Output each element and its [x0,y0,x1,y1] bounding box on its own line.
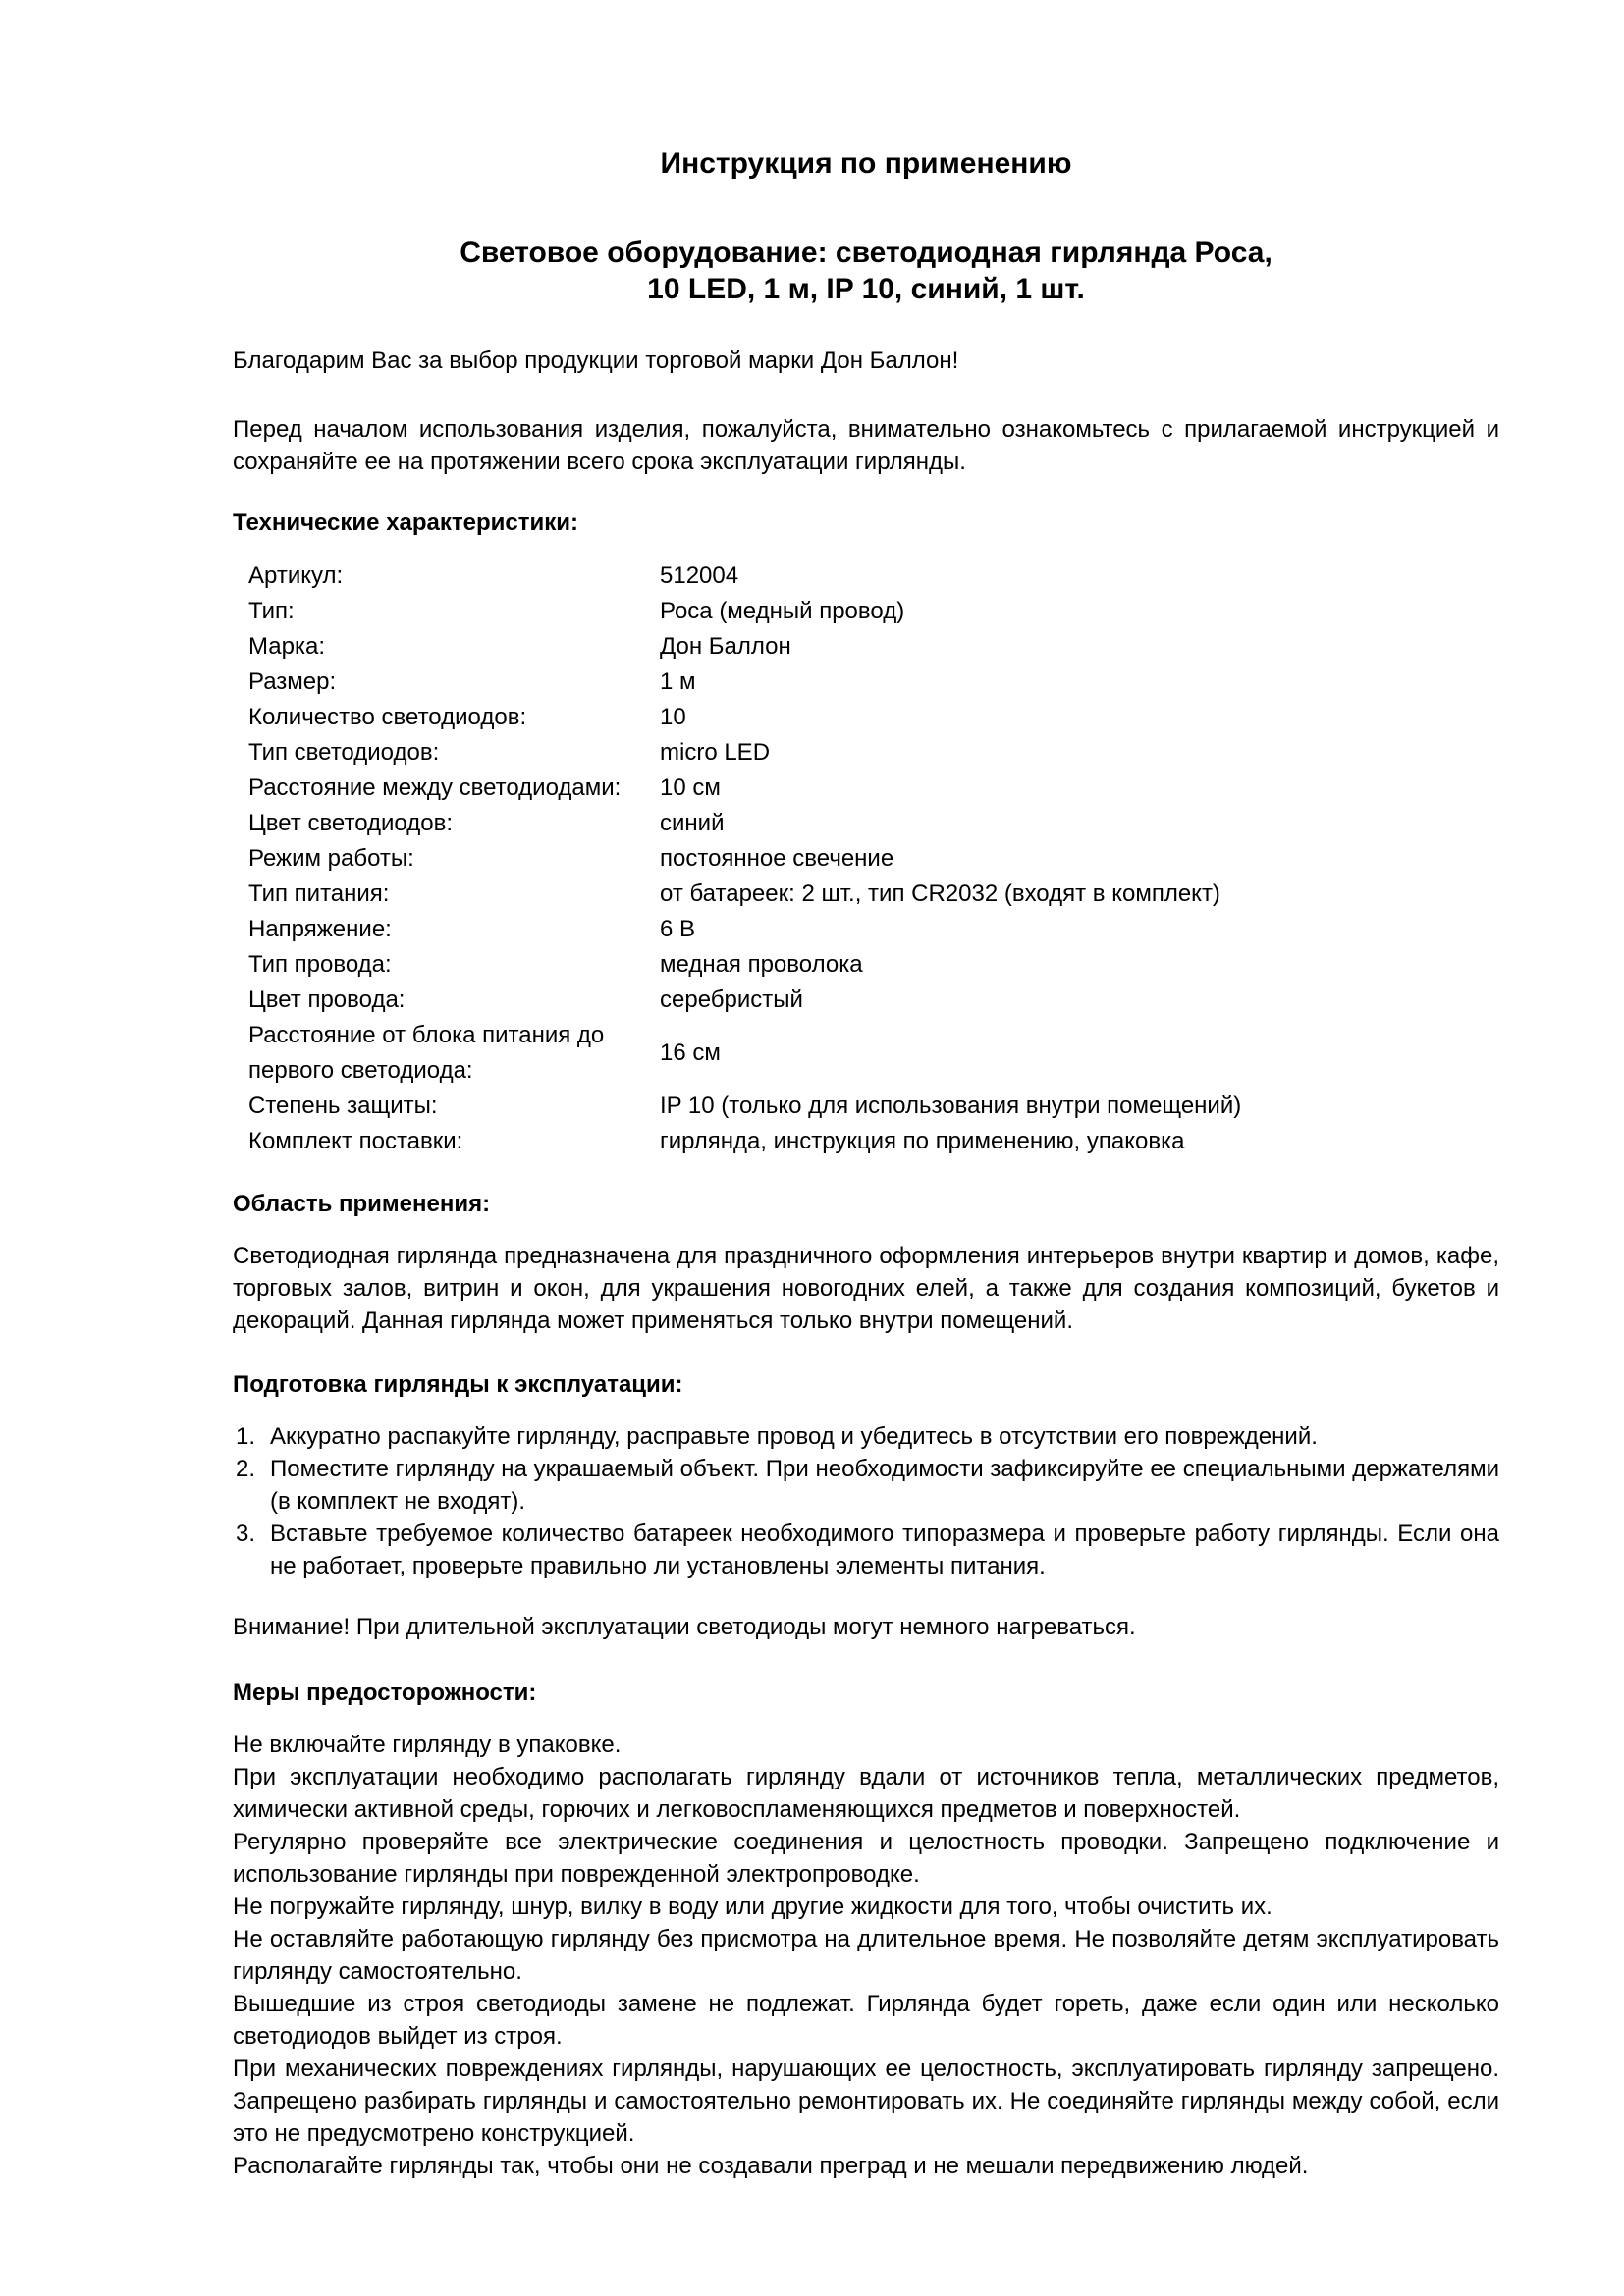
spec-value: IP 10 (только для использования внутри помещений) [660,1092,1242,1119]
spec-value: гирлянда, инструкция по применению, упаковка [660,1127,1185,1154]
spec-label: Тип провода: [248,950,392,978]
spec-value: 16 см [660,1039,721,1066]
precaution-paragraph: Вышедшие из строя светодиоды замене не подлежат. Гирлянда будет гореть, даже если один или несколько светодиодов выйдет из строя. [233,1990,1499,2050]
product-subtitle [233,235,1499,307]
precaution-paragraph: Располагайте гирлянды так, чтобы они не создавали преград и не мешали передвижению людей. [233,2152,1309,2179]
spec-row [233,629,1499,665]
list-item [233,1420,1499,1453]
spec-row [233,841,1499,877]
list-item-number: 3. [236,1520,256,1547]
spec-label: Артикул: [248,561,344,589]
spec-label: Напряжение: [248,915,392,942]
spec-label: Количество светодиодов: [248,703,527,730]
precaution-paragraph: Не включайте гирлянду в упаковке. [233,1731,622,1758]
spec-row [233,877,1499,912]
spec-row [233,806,1499,841]
spec-row [233,1089,1499,1124]
spec-label: Цвет провода: [248,986,406,1013]
preparation-heading: Подготовка гирлянды к эксплуатации: [233,1370,683,1398]
list-item-number: 1. [236,1422,256,1450]
precaution-paragraph: Регулярно проверяйте все электрические соединения и целостность проводки. Запрещено подключение и использование гирлянды при поврежденной электропроводке. [233,1828,1499,1888]
spec-label: Марка: [248,632,325,660]
specs-heading: Технические характеристики: [233,509,579,536]
spec-row [233,983,1499,1018]
subtitle-line-1: Световое оборудование: светодиодная гирлянда Роса, [460,237,1272,269]
spec-value: 6 В [660,915,696,942]
spec-value: постоянное свечение [660,844,894,872]
spec-value: синий [660,809,725,836]
spec-value: 10 [660,703,686,730]
specs-table [233,559,1499,1159]
spec-value: Дон Баллон [660,632,791,660]
spec-row [233,665,1499,700]
spec-value: micro LED [660,738,771,766]
precaution-paragraph: При эксплуатации необходимо располагать гирлянду вдали от источников тепла, металлических предметов, химически активной среды, горючих и легковоспламеняющихся предметов и поверхностей. [233,1763,1499,1823]
spec-label: Степень защиты: [248,1092,438,1119]
application-heading: Область применения: [233,1190,491,1217]
precaution-paragraph: Не оставляйте работающую гирлянду без присмотра на длительное время. Не позволяйте детям эксплуатировать гирлянду самостоятельно. [233,1925,1499,1985]
spec-label: Тип: [248,597,295,624]
spec-value: 512004 [660,561,739,589]
preparation-list [233,1420,1499,1582]
spec-label: Тип светодиодов: [248,738,440,766]
spec-label: Цвет светодиодов: [248,809,454,836]
spec-label: Режим работы: [248,844,414,872]
precaution-paragraph: При механических повреждениях гирлянды, нарушающих ее целостность, эксплуатировать гирлянду запрещено. Запрещено разбирать гирлянды и самостоятельно ремонтировать их. Не соединяйте гирлянды между собой, если это не предусмотрено конструкцией. [233,2055,1499,2147]
spec-value: серебристый [660,986,803,1013]
spec-row [233,771,1499,806]
precautions-heading: Меры предосторожности: [233,1679,537,1706]
spec-row [233,912,1499,947]
spec-row [233,947,1499,983]
spec-row [233,735,1499,771]
application-text: Светодиодная гирлянда предназначена для праздничного оформления интерьеров внутри квартир и домов, кафе, торговых залов, витрин и окон, для украшения новогодних елей, а также для создания композиций, букетов и декораций. Данная гирлянда может применяться только внутри помещений. [233,1242,1499,1334]
list-item-text: Аккуратно распакуйте гирлянду, расправьте провод и убедитесь в отсутствии его повреждений. [270,1422,1318,1450]
spec-value: от батареек: 2 шт., тип CR2032 (входят в комплект) [660,880,1220,907]
spec-label: Комплект поставки: [248,1127,463,1154]
list-item [233,1518,1499,1582]
spec-label: Размер: [248,667,337,695]
spec-row [233,594,1499,629]
spec-value: медная проволока [660,950,863,978]
spec-value: 1 м [660,667,696,695]
list-item-text: Поместите гирлянду на украшаемый объект. При необходимости зафиксируйте ее специальными держателями (в комплект не входят). [270,1455,1499,1515]
spec-row [233,700,1499,735]
list-item-number: 2. [236,1455,256,1482]
intro-paragraph: Перед началом использования изделия, пожалуйста, внимательно ознакомьтесь с прилагаемой инструкцией и сохраняйте ее на протяжении всего срока эксплуатации гирлянды. [233,416,1499,475]
spec-row [233,1018,1499,1089]
spec-value: 10 см [660,774,721,801]
spec-label: Расстояние между светодиодами: [248,774,622,801]
precaution-paragraph: Не погружайте гирлянду, шнур, вилку в воду или другие жидкости для того, чтобы очистить их. [233,1893,1272,1920]
thanks-paragraph: Благодарим Вас за выбор продукции торговой марки Дон Баллон! [233,347,959,374]
spec-row [233,559,1499,594]
list-item [233,1453,1499,1518]
spec-label: Тип питания: [248,880,390,907]
list-item-text: Вставьте требуемое количество батареек необходимого типоразмера и проверьте работу гирлянды. Если она не работает, проверьте правильно ли установлены элементы питания. [270,1520,1499,1579]
warning-text: Внимание! При длительной эксплуатации светодиоды могут немного нагреваться. [233,1613,1136,1640]
spec-row [233,1124,1499,1159]
page-title: Инструкция по применению [660,147,1072,180]
spec-label: Расстояние от блока питания до первого светодиода: [248,1021,605,1084]
spec-value: Роса (медный провод) [660,597,905,624]
document-content [233,0,1499,2182]
subtitle-line-2: 10 LED, 1 м, IP 10, синий, 1 шт. [647,273,1085,305]
